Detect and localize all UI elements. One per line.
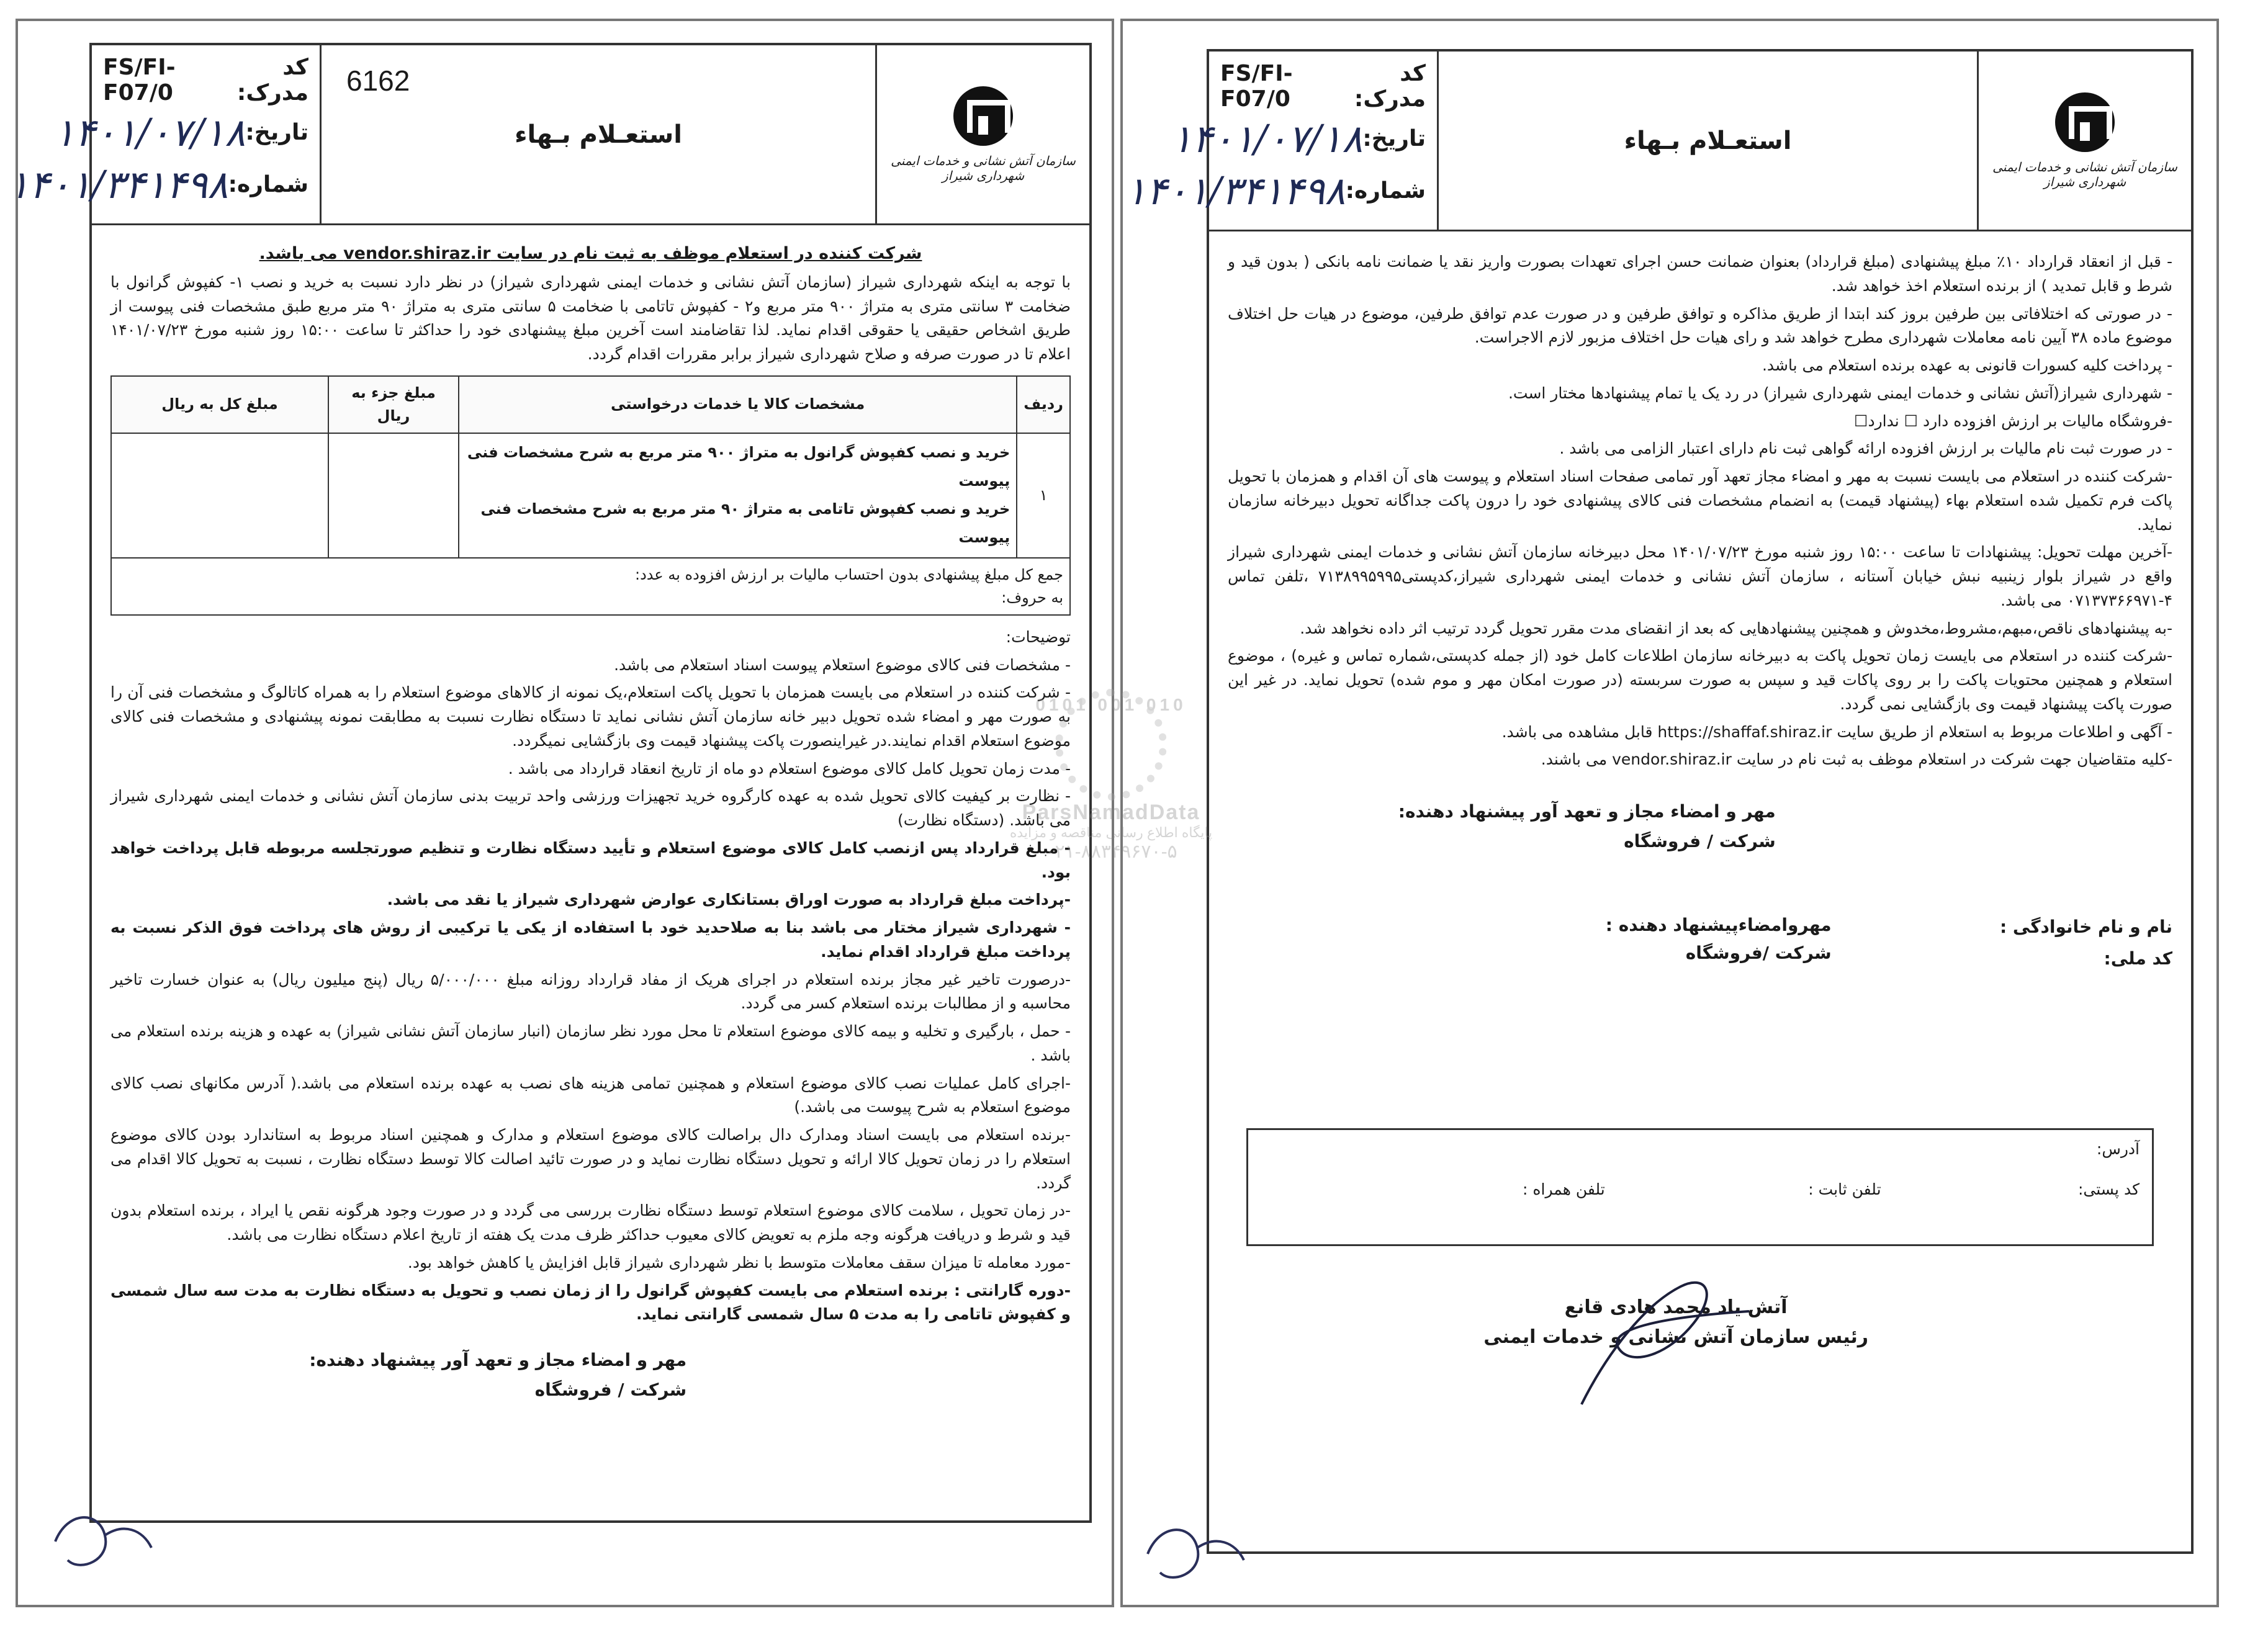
sum-cell[interactable] (111, 558, 1070, 615)
contact-box[interactable] (1246, 1128, 2154, 1246)
left-header (8, 45, 1089, 225)
note-14: -دوره گارانتی : برنده استعلام می بایست کفپوش گرانول را از زمان نصب و تحویل به دستگاه نظارت به مدت سه سال شمسی و کفپوش تاتامی را به مدت ۵ سال شمسی گارانتی نماید. (110, 1281, 1071, 1324)
left-page (8, 19, 1114, 1607)
table-row (111, 433, 1070, 557)
national-id-label[interactable]: کد ملی: (2104, 948, 2172, 969)
note-9: - حمل ، بارگیری و تخلیه و بیمه کالای موضوع استعلام تا محل مورد نظر سازمان (انبار سازمان آتش نشانی شیراز) به عهده و هزینه برنده استعلام می باشد . (110, 1022, 1071, 1064)
watermark-subtitle: پایگاه اطلاع رسانی مناقصه و مزایده (1009, 825, 1213, 840)
clause-3: - پرداخت کلیه کسورات قانونی به عهده برنده استعلام می باشد. (1762, 356, 2172, 374)
row-number: ۱ (1017, 433, 1070, 557)
col-row: ردیف (1017, 376, 1070, 433)
mobile-label[interactable]: تلفن همراه : (1523, 1180, 1605, 1198)
clause-9: -به پیشنهادهای ناقص،مبهم،مشروط،مخدوش و همچنین پیشنهادهایی که بعد از انقضای مدت مقرر تحویل گردد ترتیب اثر داده نخواهد شد. (1300, 619, 2172, 637)
sum-words-label: به حروف: (1001, 588, 1063, 606)
registration-notice: شرکت کننده در استعلام موظف به ثبت نام در سایت vendor.shiraz.ir می باشد. (259, 244, 922, 263)
note-4: - نظارت بر کیفیت کالای تحویل شده به عهده کارگروه خرید تجهیزات ورزشی واحد تربیت بدنی سازمان آتش نشانی و خدمات ایمنی شهرداری شیراز می باشد. (دستگاه نظارت) (110, 787, 1071, 830)
director-signature-icon (1569, 1268, 1768, 1417)
intro-paragraph: با توجه به اینکه شهرداری شیراز (سازمان آتش نشانی و خدمات ایمنی شهرداری شیراز) در نظر دارد نسبت به خرید و نصب ۱- کفپوش گرانول با ضخامت ۳ سانتی متری به متراژ ۹۰۰ متر مربع و۲ - کفپوش تاتامی با ضخامت ۵ سانتی متری به متراژ ۹۰ متر مربع طبق مشخصات فنی پیوست از طریق اشخاص حقیقی یا حقوقی اقدام نماید. لذا تقاضامند است آخرین مبلغ پیشنهادی خود را حداکثر تا ساعت ۱۵:۰۰ روز شنبه مورخ ۱۴۰۱/۰۷/۲۳ اعلام تا در صورت صرفه و صلاح شهرداری شیراز برابر مقررات اقدام گردد. (110, 272, 1071, 364)
right-title-cell (1439, 52, 1977, 230)
address-label[interactable]: آدرس: (2096, 1140, 2140, 1158)
bidder-stamp-label: مهروامضاءپیشنهاد دهنده : (1605, 915, 1832, 936)
handwritten-date: ۱۴۰۱/۰۷/۱۸ (1171, 115, 1363, 161)
col-total-price: مبلغ کل به ریال (111, 376, 328, 433)
initials-signature-icon (1135, 1517, 1253, 1597)
row-desc (459, 433, 1017, 557)
postal-code-label[interactable]: کد پستی: (2077, 1180, 2140, 1198)
total-price-cell[interactable] (111, 433, 328, 557)
col-desc: مشخصات کالا یا خدمات درخواستی (459, 376, 1017, 433)
date-label: تاریخ: (1362, 125, 1426, 151)
item-granule: خرید و نصب کفپوش گرانول به متراژ ۹۰۰ متر مربع به شرح مشخصات فنی پیوست (467, 444, 1010, 490)
doc-code: FS/FI-F07/0 (1220, 61, 1293, 112)
signer-title: رئیس سازمان آتش نشانی و خدمات ایمنی (1483, 1326, 1868, 1348)
note-2: - شرکت کننده در استعلام می بایست همزمان با تحویل پاکت استعلام،یک نمونه از کالاهای موضوع استعلام را به همراه کاتالوگ و مشخصات فنی آن را به صورت مهر و امضاء شده تحویل دبیر خانه سازمان آتش نشانی نماید تا دستگاه نظارت نسبت به مطابقت نمونه پیشنهادی و مشخصات فنی کالای موضوع استعلام اقدام نمایند.در غیراینصورت پاکت پیشنهاد قیمت وی بازگشایی نمیگردد. (110, 683, 1071, 750)
number-label: شماره: (228, 171, 308, 197)
notes-title: توضیحات: (1006, 627, 1071, 646)
org-logo-text: سازمان آتش نشانی و خدمات ایمنی شهرداری شیراز (1992, 159, 2177, 189)
watermark-phone: ۰۲۱-۸۸۳۴۹۶۷۰-۵ (1045, 841, 1177, 862)
clause-10: -شرکت کننده در استعلام می بایست زمان تحویل پاکت به دبیرخانه سازمان اطلاعات کامل خود (از جمله کدپستی،شماره تماس و غیره) ، موضوع استعلام و همچنین محتویات پاکت را بر روی پاکات قید و سپس به صورت سربسته (در صورت امکان مهر و موم شده) تحویل نماید. در غیر این صورت پاکت پیشنهاد قیمت وی بازگشایی نمی گردد. (1228, 647, 2172, 713)
handwritten-number: ۱۴۰۱/۳۴۱۴۹۸ (1125, 168, 1346, 213)
item-tatami: خرید و نصب کفپوش تاتامی به متراژ ۹۰ متر مربع به شرح مشخصات فنی پیوست (480, 500, 1010, 546)
doc-code: FS/FI-F07/0 (103, 55, 176, 105)
org-logo-text: سازمان آتش نشانی و خدمات ایمنی شهرداری شیراز (891, 153, 1076, 183)
right-content (1228, 250, 2172, 974)
tender-number: 6162 (346, 65, 410, 97)
note-7: - شهرداری شیراز مختار می باشد بنا به صلاحدید خود با استفاده از یکی یا ترکیبی از روش های پرداخت فوق الذکر نسبت به پرداخت مبلغ قرارداد اقدام نماید. (110, 918, 1071, 961)
left-content (110, 241, 1071, 1404)
right-sign-block (1228, 797, 2172, 856)
handwritten-number: ۱۴۰۱/۳۴۱۴۹۸ (8, 161, 228, 207)
fire-department-logo-icon (953, 86, 1013, 146)
note-12: -در زمان تحویل ، سلامت کالای موضوع استعلام توسط دستگاه نظارت بررسی می گردد و در صورت وجود هرگونه نقص یا ایراد ، برنده استعلام بدون قید و شرط و دریافت هرگونه وجه ملزم به تعویض کالای معیوب حداکثر ظرف مدت یک هفته از تاریخ اعلام دستگاه نظارت می باشد. (110, 1201, 1071, 1244)
left-frame (8, 43, 1092, 1523)
sign-line-2: شرکت / فروشگاه (534, 1379, 687, 1400)
clause-8: -آخرین مهلت تحویل: پیشنهادات تا ساعت ۱۵:۰۰ روز شنبه مورخ ۱۴۰۱/۰۷/۲۳ محل دبیرخانه سازمان آتش نشانی و خدمات ایمنی شهرداری شیراز واقع در شیراز بلوار زینبیه نبش خیابان آستانه ، سازمان آتش نشانی و خدمات ایمنی شهرداری شیراز،کدپستی۷۱۳۸۹۹۵۹۹۵ ،تلفن تماس ۴-۰۷۱۳۷۳۶۶۹۷۱ می باشد. (1228, 543, 2173, 609)
note-11: -برنده استعلام می بایست اسناد ومدارک دال براصالت کالای موضوع استعلام و مدارک و همچنین اسناد مربوط به استاندارد بودن کالای موضوع استعلام را در زمان تحویل کالا ارائه و تحویل دستگاه نظارت نماید و در صورت تائید اصالت کالا توسط دستگاه نظارت ، نسبت به تحویل کالا اقدام می گردد. (110, 1126, 1071, 1192)
note-5: - مبلغ قرارداد پس ازنصب کامل کالای موضوع استعلام و تأیید دستگاه نظارت و تنظیم صورتجلسه مربوطه قابل پرداخت خواهد بود. (110, 838, 1071, 881)
items-table (110, 375, 1071, 616)
right-meta-box (1125, 52, 1439, 230)
landline-label[interactable]: تلفن ثابت : (1808, 1180, 1881, 1198)
number-label: شماره: (1345, 177, 1426, 204)
fire-department-logo-icon (2055, 92, 2115, 152)
page-title: استعـلام بـهاء (1624, 126, 1792, 155)
bidder-company-label: شرکت /فروشگاه (1685, 942, 1832, 963)
page-title: استعـلام بـهاء (515, 120, 682, 149)
right-header (1125, 52, 2191, 231)
initials-signature-icon (43, 1504, 161, 1585)
clause-6: - در صورت ثبت نام مالیات بر ارزش افزوده ارائه گواهی ثبت نام دارای اعتبار الزامی می باشد . (1559, 439, 2172, 458)
date-label: تاریخ: (245, 119, 308, 145)
left-sign-block (110, 1345, 1071, 1404)
sign-line-1: مهر و امضاء مجاز و تعهد آور پیشنهاد دهنده: (1398, 801, 1776, 822)
note-8: -درصورت تاخیر غیر مجاز برنده استعلام در اجرای هریک از مفاد قرارداد روزانه مبلغ ۵/۰۰۰/۰۰۰ ریال (پنج میلیون ریال) به عنوان خسارت تاخیر محاسبه و از مطالبات برنده استعلام کسر می گردد. (110, 970, 1071, 1013)
unit-price-cell[interactable] (328, 433, 459, 557)
watermark-digits: 0101 001 010 (1035, 695, 1187, 714)
name-label[interactable]: نام و نام خانوادگی : (1999, 917, 2172, 938)
sign-line-2: شرکت / فروشگاه (1624, 830, 1776, 851)
vat-checkbox-clause[interactable]: -فروشگاه مالیات بر ارزش افزوده دارد ☐ ندارد☐ (1854, 411, 2172, 430)
right-page (1120, 19, 2219, 1607)
org-logo (875, 45, 1089, 223)
org-logo (1977, 52, 2191, 230)
note-13: -مورد معامله تا میزان سقف معاملات متوسط با نظر شهرداری شیراز قابل افزایش یا کاهش خواهد بود. (407, 1253, 1071, 1272)
clause-1: - قبل از انعقاد قرارداد ۱۰٪ مبلغ پیشنهادی (مبلغ قرارداد) بعنوان ضمانت حسن اجرای تعهدات بصورت واریز نقد یا ضمانت نامه بانکی ( بدون قید و شرط و قابل تمدید ) از برنده استعلام اخذ خواهد شد. (1228, 253, 2172, 295)
doc-code-label: کد مدرک: (1354, 61, 1426, 112)
note-10: -اجرای کامل عملیات نصب کالای موضوع استعلام و همچنین تمامی هزینه های نصب به عهده برنده استعلام می باشد.( آدرس مکانهای نصب کالای موضوع استعلام به شرح پیوست می باشد.) (110, 1074, 1071, 1116)
sign-line-1: مهر و امضاء مجاز و تعهد آور پیشنهاد دهنده: (309, 1350, 687, 1371)
clause-2: - در صورتی که اختلافاتی بین طرفین بروز کند ابتدا از طریق مذاکره و توافق طرفین و در صورت عدم توافق طرفین، موضوع در هیات حل اختلاف موضوع ماده ۳۸ آیین نامه معاملات شهرداری مطرح خواهد شد و رای هیات حل اختلاف مزبور لازم الاجراست. (1228, 304, 2172, 347)
left-title-cell (322, 45, 875, 223)
handwritten-date: ۱۴۰۱/۰۷/۱۸ (54, 109, 246, 155)
bidder-identity (1228, 912, 2172, 974)
clause-11: - آگهی و اطلاعات مربوط به استعلام از طریق سایت https://shaffaf.shiraz.ir قابل مشاهده می باشد. (1501, 722, 2172, 741)
left-meta-box (8, 45, 322, 223)
right-frame (1125, 49, 2194, 1554)
clause-12: -کلیه متقاضیان جهت شرکت در استعلام موظف به ثبت نام در سایت vendor.shiraz.ir می باشند. (1541, 750, 2172, 769)
note-3: - مدت زمان تحویل کامل کالای موضوع استعلام دو ماه از تاریخ انعقاد قرارداد می باشد . (508, 759, 1071, 778)
clause-4: - شهرداری شیراز(آتش نشانی و خدمات ایمنی شهرداری شیراز) در رد یک یا تمام پیشنهادها مختار است. (1508, 384, 2172, 402)
note-1: - مشخصات فنی کالای موضوع استعلام پیوست اسناد استعلام می باشد. (614, 655, 1071, 674)
watermark-name: ParsNamadData (1022, 801, 1200, 824)
sum-number-label: جمع کل مبلغ پیشنهادی بدون احتساب مالیات بر ارزش افزوده به عدد: (635, 565, 1063, 583)
doc-code-label: کد مدرک: (236, 55, 308, 105)
note-6: -پرداخت مبلغ قرارداد به صورت اوراق بستانکاری عوارض شهرداری شیراز یا نقد می باشد. (387, 891, 1071, 909)
col-unit-price: مبلغ جزء به ریال (328, 376, 459, 433)
signer-name: آتش یاد محمد هادی قانع (1564, 1296, 1788, 1318)
clause-7: -شرکت کننده در استعلام می بایست نسبت به مهر و امضاء مجاز تعهد آور تمامی صفحات اسناد استعلام و پیوست های آن اقدام و همزمان با تحویل پاکت فرم تکمیل شده استعلام بهاء (پیشنهاد قیمت) به انضمام مشخصات فنی کالای پیشنهادی خود را درون پاکت جداگانه تحویل دبیرخانه سازمان نماید. (1228, 467, 2172, 534)
